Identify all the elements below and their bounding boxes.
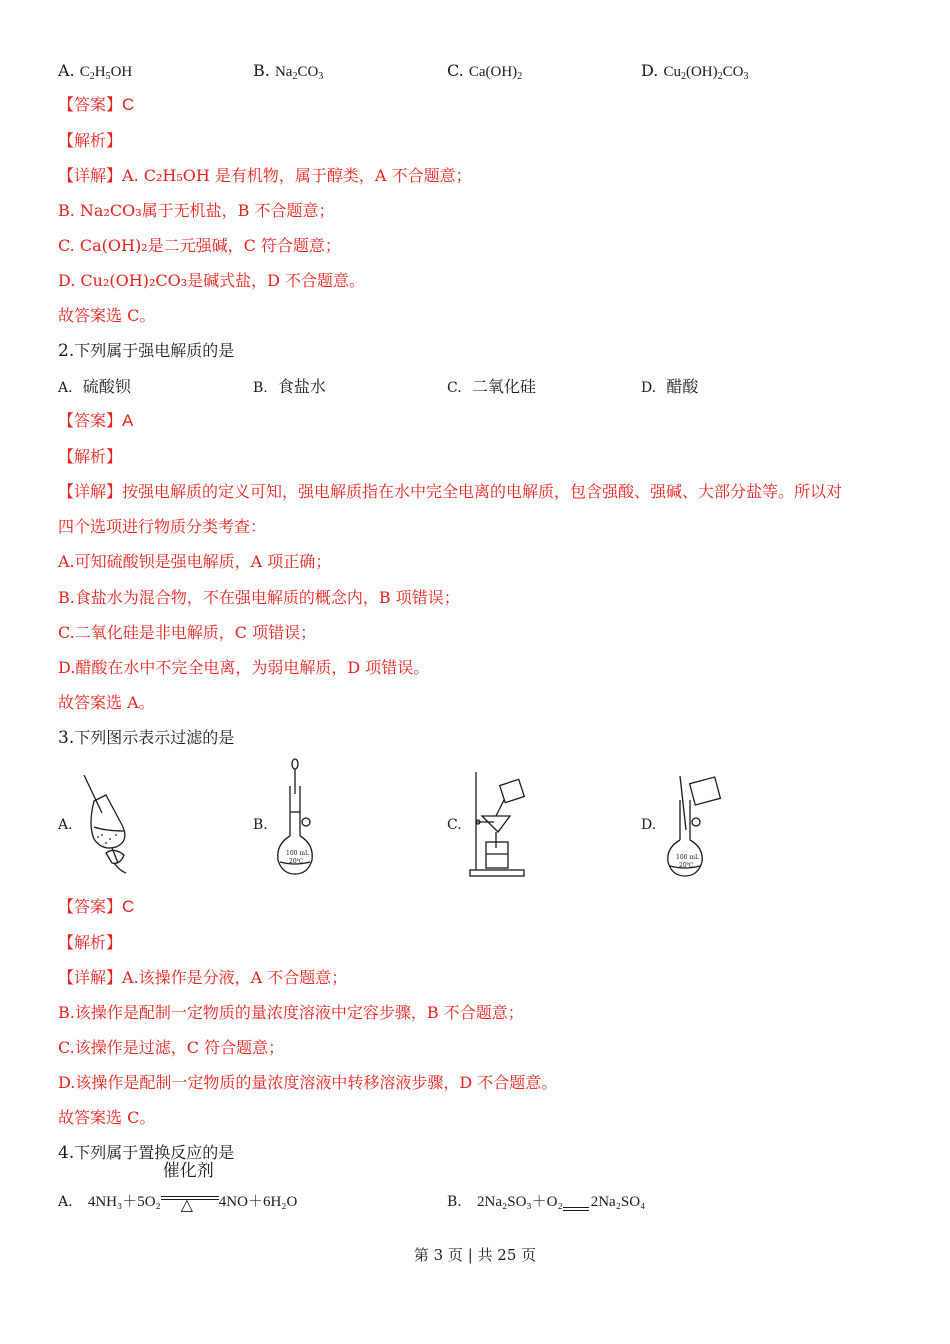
- q1-option-a-formula: $C_2H_5OH$: [79, 64, 133, 82]
- q4-option-a-heat: △: [180, 1195, 194, 1214]
- q1-detail-a: 【详解】A. C₂H₅OH 是有机物，属于醇类，A 不合题意；: [58, 166, 472, 185]
- q3-detail-c: C.该操作是过滤，C 符合题意；: [58, 1038, 285, 1057]
- q1-option-c-letter: C.: [447, 61, 464, 80]
- q4-option-a-condition: [161, 1161, 219, 1214]
- q1-answer: 【答案】C: [58, 95, 135, 114]
- q1-option-d: [641, 60, 748, 83]
- q3-option-b-letter: B.: [253, 817, 268, 833]
- q2-option-d: D. 醋酸: [641, 377, 699, 396]
- q3-conclusion: 故答案选 C。: [58, 1108, 156, 1127]
- q2-answer: 【答案】A: [58, 411, 134, 430]
- q2-detail-c: C.二氧化硅是非电解质，C 项错误；: [58, 623, 317, 642]
- q3-figure-b-volume-label: 100 mL: [286, 850, 310, 857]
- q4-option-b-letter: B.: [447, 1194, 462, 1210]
- q1-option-c: [447, 60, 522, 83]
- q2-detail-1: 【详解】按强电解质的定义可知，强电解质指在水中完全电离的电解质，包含强酸、强碱、大部分盐等。所以对: [58, 482, 843, 501]
- q3-detail-b: B.该操作是配制一定物质的量浓度溶液中定容步骤，B 不合题意；: [58, 1003, 524, 1022]
- q2-detail-a: A.可知硫酸钡是强电解质，A 项正确；: [58, 552, 332, 571]
- q4-option-b-equals: [563, 1190, 591, 1212]
- q4-option-b-left: 2Na₂SO₃＋O₂: [477, 1194, 563, 1210]
- q2-detail-2: 四个选项进行物质分类考查：: [58, 517, 267, 536]
- q2-option-b: B. 食盐水: [253, 377, 326, 396]
- q3-analysis-label: 【解析】: [58, 933, 123, 952]
- q1-option-d-letter: D.: [641, 61, 659, 80]
- q2-analysis-label: 【解析】: [58, 447, 123, 466]
- q1-option-b-letter: B.: [253, 61, 270, 80]
- q3-option-d-letter: D.: [641, 817, 657, 833]
- q4-option-a-catalyst: 催化剂: [162, 1161, 214, 1181]
- q2-conclusion: 故答案选 A。: [58, 693, 155, 712]
- q2-stem: 2.下列属于强电解质的是: [58, 341, 235, 361]
- q3-answer: 【答案】C: [58, 897, 135, 916]
- q1-option-a: [58, 60, 132, 83]
- q2-option-c: C. 二氧化硅: [447, 377, 536, 396]
- q3-figure-d-transfer-solution: [662, 772, 730, 880]
- q1-detail-b: B. Na₂CO₃属于无机盐，B 不合题意；: [58, 201, 335, 220]
- q4-option-a: [58, 1161, 298, 1214]
- q1-conclusion: 故答案选 C。: [58, 306, 156, 325]
- q3-detail-a: 【详解】A.该操作是分液，A 不合题意；: [58, 968, 348, 987]
- q3-figure-a-separatory-funnel: [80, 773, 136, 877]
- q1-detail-d: D. Cu₂(OH)₂CO₃是碱式盐，D 不合题意。: [58, 271, 366, 290]
- q3-option-a-letter: A.: [58, 817, 73, 833]
- q3-figure-b-temp-label: 20℃: [289, 858, 304, 865]
- q3-figure-c-filtration: [468, 770, 528, 880]
- q3-figure-b-volumetric-flask-dropper: [272, 758, 322, 878]
- q4-option-a-right: 4NO＋6H₂O: [218, 1194, 298, 1210]
- q1-option-b-formula: $Na_2CO_3$: [274, 64, 324, 82]
- q3-stem: 3.下列图示表示过滤的是: [58, 728, 235, 748]
- q3-figure-d-volume-label: 100 mL: [676, 854, 700, 861]
- q4-option-b: [447, 1190, 645, 1213]
- q3-option-c-letter: C.: [447, 817, 462, 833]
- q4-option-a-letter: A.: [58, 1194, 73, 1210]
- q3-figure-d-temp-label: 20℃: [679, 862, 694, 869]
- q1-option-d-formula: $Cu_2(OH)_2CO_3$: [663, 64, 749, 82]
- q4-option-a-left: 4NH₃＋5O₂: [87, 1194, 161, 1210]
- q3-detail-d: D.该操作是配制一定物质的量浓度溶液中转移溶液步骤，D 不合题意。: [58, 1073, 558, 1092]
- page-footer: 第 3 页 | 共 25 页: [413, 1246, 537, 1264]
- q4-option-b-right: 2Na₂SO₄: [590, 1194, 646, 1210]
- q1-analysis-label: 【解析】: [58, 131, 123, 150]
- q2-detail-b: B.食盐水为混合物，不在强电解质的概念内，B 项错误；: [58, 588, 460, 607]
- q1-option-a-letter: A.: [58, 61, 75, 80]
- q2-detail-d: D.醋酸在水中不完全电离，为弱电解质，D 项错误。: [58, 658, 430, 677]
- q1-detail-c: C. Ca(OH)₂是二元强碱，C 符合题意；: [58, 236, 341, 255]
- q1-option-b: [253, 60, 323, 83]
- q2-option-a: A. 硫酸钡: [58, 377, 131, 396]
- q1-option-c-formula: $Ca(OH)_2$: [468, 64, 523, 82]
- q4-stem: 4.下列属于置换反应的是: [58, 1143, 235, 1163]
